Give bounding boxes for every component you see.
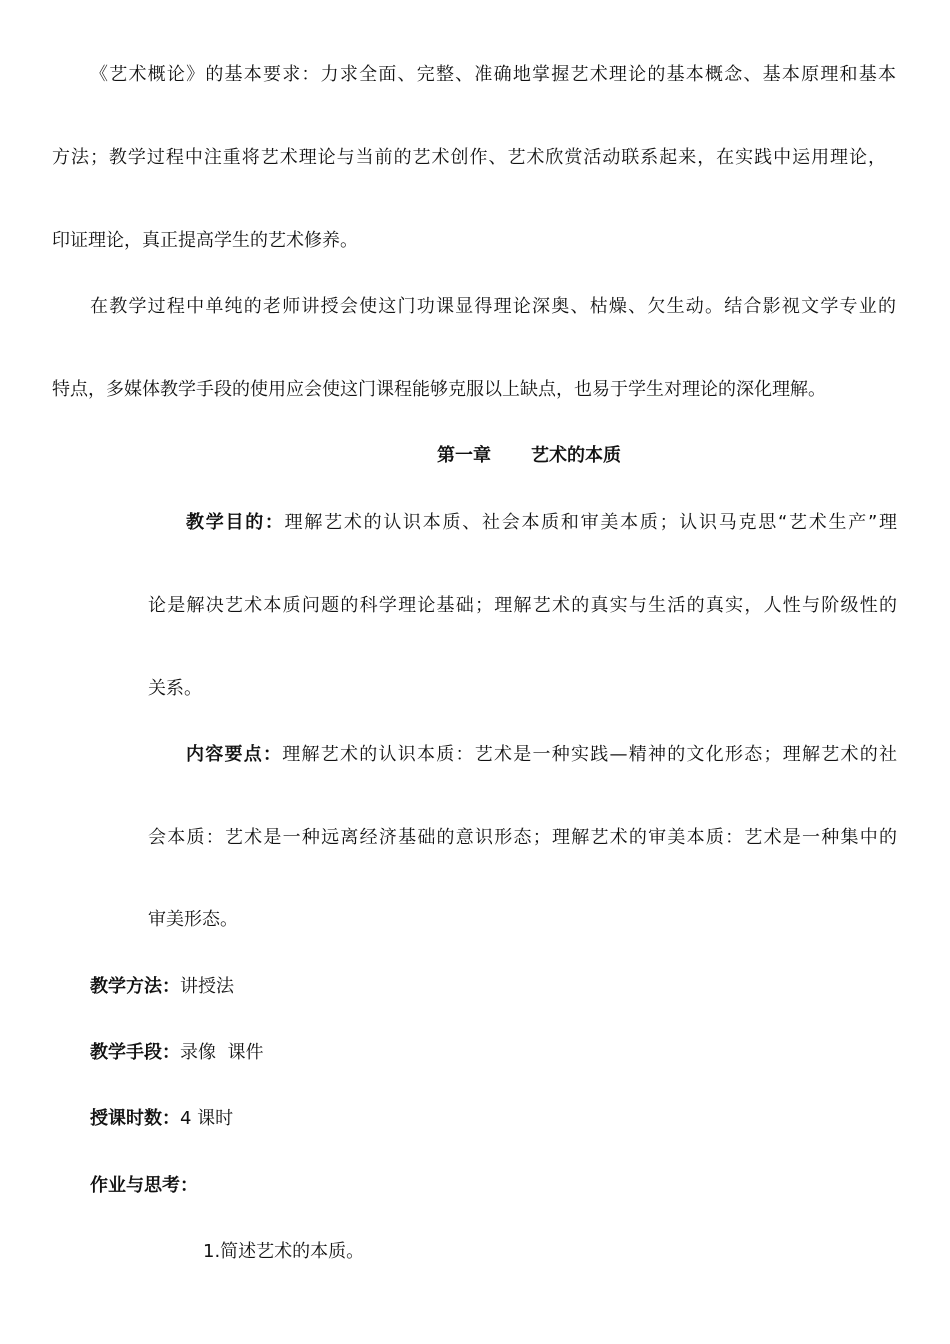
teaching-method-value: 讲授法 — [180, 976, 234, 997]
class-hours-value: 4 课时 — [180, 1108, 234, 1129]
teaching-method — [90, 974, 234, 1000]
objectives-line-3: 关系。 — [148, 678, 202, 699]
objectives-line-2: 论是解决艺术本质问题的科学理论基础；理解艺术的真实与生活的真实，人性与阶级性的 — [148, 595, 897, 616]
teaching-means-value: 录像 课件 — [180, 1042, 264, 1063]
intro-paragraph-1-line-2: 方法；教学过程中注重将艺术理论与当前的艺术创作、艺术欣赏活动联系起来，在实践中运用理论， — [52, 147, 886, 168]
intro-paragraph-2-line-2: 特点，多媒体教学手段的使用应会使这门课程能够克服以上缺点，也易于学生对理论的深化理解。 — [52, 379, 826, 400]
key-points-line-2: 会本质：艺术是一种远离经济基础的意识形态；理解艺术的审美本质：艺术是一种集中的 — [148, 827, 897, 848]
objectives-line-1 — [186, 510, 897, 536]
objectives-label: 教学目的： — [186, 512, 285, 533]
key-points-line-3: 审美形态。 — [148, 909, 238, 930]
class-hours — [90, 1106, 233, 1132]
intro-paragraph-1-line-3: 印证理论，真正提高学生的艺术修养。 — [52, 230, 358, 251]
teaching-means-label: 教学手段： — [90, 1042, 180, 1063]
chapter-heading — [437, 443, 621, 469]
homework-label: 作业与思考： — [90, 1175, 198, 1196]
intro-paragraph-1-line-1: 《艺术概论》的基本要求：力求全面、完整、准确地掌握艺术理论的基本概念、基本原理和基本 — [90, 64, 896, 85]
teaching-method-label: 教学方法： — [90, 976, 180, 997]
objectives-text-1: 理解艺术的认识本质、社会本质和审美本质；认识马克思“艺术生产”理 — [284, 512, 898, 533]
teaching-means — [90, 1040, 263, 1066]
key-points-text-1: 理解艺术的认识本质：艺术是一种实践—精神的文化形态；理解艺术的社 — [282, 744, 897, 765]
key-points-line-1 — [186, 742, 897, 768]
class-hours-label: 授课时数： — [90, 1108, 180, 1129]
chapter-title: 艺术的本质 — [531, 445, 621, 466]
intro-paragraph-2-line-1: 在教学过程中单纯的老师讲授会使这门功课显得理论深奥、枯燥、欠生动。结合影视文学专业的 — [90, 296, 896, 317]
chapter-number: 第一章 — [437, 445, 491, 466]
homework-item: 1.简述艺术的本质。 — [203, 1241, 365, 1262]
key-points-label: 内容要点： — [186, 744, 283, 765]
